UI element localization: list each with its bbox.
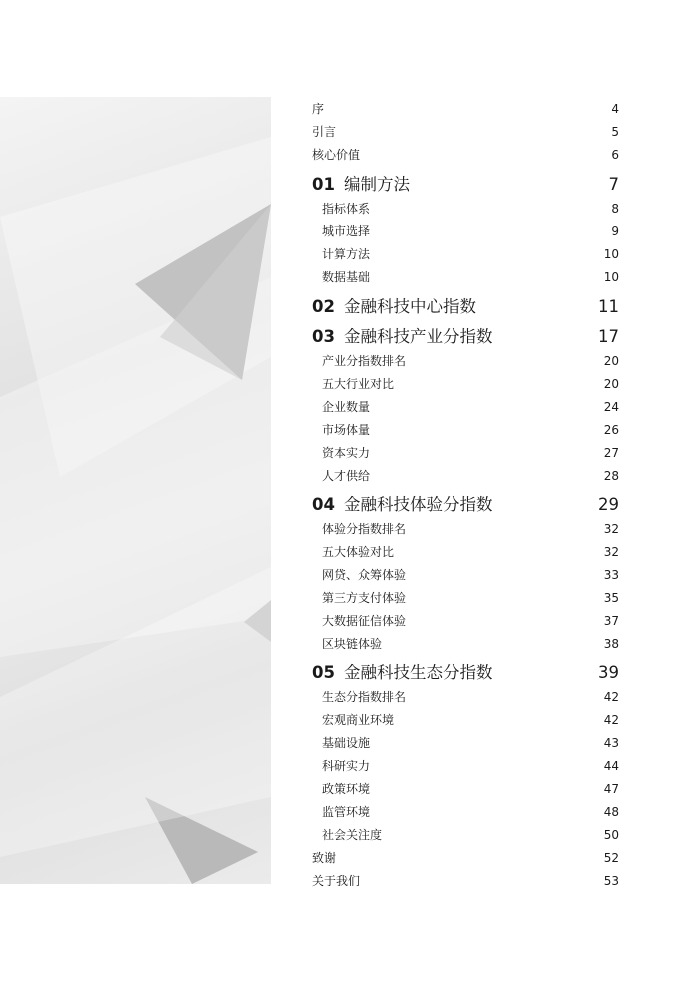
subentry-title: 指标体系: [322, 202, 371, 216]
subentry-page: 10: [603, 247, 619, 261]
toc-entry-page: 4: [611, 102, 619, 116]
subentry-page: 28: [603, 469, 619, 483]
subentry-page: 26: [603, 423, 619, 437]
toc-entry[interactable]: [312, 123, 619, 140]
toc-entry-title: 致谢: [312, 851, 337, 865]
subentry-title: 生态分指数排名: [322, 690, 407, 704]
subentry-title: 人才供给: [322, 469, 371, 483]
chapter-page: 17: [598, 327, 619, 346]
subentry-page: 48: [603, 805, 619, 819]
subentry-title: 数据基础: [322, 270, 371, 284]
toc-subentry[interactable]: [322, 467, 619, 484]
chapter-title: 金融科技生态分指数: [343, 663, 493, 682]
chapter-page: 7: [608, 175, 619, 194]
subentry-title: 资本实力: [322, 446, 371, 460]
toc-subentry[interactable]: [322, 589, 619, 606]
subentry-page: 35: [603, 591, 619, 605]
subentry-title: 社会关注度: [322, 828, 383, 842]
subentry-title: 第三方支付体验: [322, 591, 407, 605]
subentry-title: 五大行业对比: [322, 377, 395, 391]
subentry-title: 五大体验对比: [322, 545, 395, 559]
subentry-page: 44: [603, 759, 619, 773]
subentry-title: 城市选择: [322, 224, 371, 238]
subentry-page: 38: [603, 637, 619, 651]
subentry-page: 43: [603, 736, 619, 750]
toc-subentry[interactable]: [322, 711, 619, 728]
subentry-page: 32: [603, 545, 619, 559]
toc-chapter[interactable]: [312, 491, 619, 515]
subentry-page: 47: [603, 782, 619, 796]
toc-subentry[interactable]: [322, 352, 619, 369]
toc-subentry[interactable]: [322, 375, 619, 392]
subentry-title: 体验分指数排名: [322, 522, 407, 536]
toc-entry-title: 核心价值: [312, 148, 361, 162]
subentry-page: 42: [603, 690, 619, 704]
chapter-number: 01: [312, 175, 335, 194]
toc-subentry[interactable]: [322, 421, 619, 438]
subentry-page: 20: [603, 377, 619, 391]
toc-subentry[interactable]: [322, 757, 619, 774]
subentry-page: 9: [611, 224, 619, 238]
subentry-page: 50: [603, 828, 619, 842]
toc-subentry[interactable]: [322, 635, 619, 652]
toc-entry-title: 关于我们: [312, 874, 361, 888]
toc-subentry[interactable]: [322, 398, 619, 415]
chapter-title: 金融科技体验分指数: [343, 495, 493, 514]
chapter-number: 05: [312, 663, 335, 682]
subentry-title: 计算方法: [322, 247, 371, 261]
subentry-page: 27: [603, 446, 619, 460]
toc-entry[interactable]: [312, 146, 619, 163]
subentry-title: 网贷、众筹体验: [322, 568, 407, 582]
toc-subentry[interactable]: [322, 688, 619, 705]
toc-chapter[interactable]: [312, 171, 619, 195]
toc-entry-page: 52: [603, 851, 619, 865]
chapter-page: 29: [598, 495, 619, 514]
subentry-page: 8: [611, 202, 619, 216]
subentry-page: 24: [603, 400, 619, 414]
toc-subentry[interactable]: [322, 826, 619, 843]
subentry-page: 10: [603, 270, 619, 284]
subentry-title: 监管环境: [322, 805, 371, 819]
subentry-title: 科研实力: [322, 759, 371, 773]
toc-entry-title: 序: [312, 102, 325, 116]
toc-subentry[interactable]: [322, 566, 619, 583]
toc-chapter[interactable]: [312, 293, 619, 317]
chapter-page: 39: [598, 663, 619, 682]
toc-entry-page: 5: [611, 125, 619, 139]
subentry-title: 产业分指数排名: [322, 354, 407, 368]
chapter-title: 编制方法: [343, 175, 410, 194]
subentry-page: 37: [603, 614, 619, 628]
toc-subentry[interactable]: [322, 612, 619, 629]
toc-entry-page: 6: [611, 148, 619, 162]
subentry-title: 政策环境: [322, 782, 371, 796]
toc-subentry[interactable]: [322, 803, 619, 820]
toc-subentry[interactable]: [322, 222, 619, 239]
toc-subentry[interactable]: [322, 444, 619, 461]
chapter-title: 金融科技产业分指数: [343, 327, 493, 346]
toc-subentry[interactable]: [322, 245, 619, 262]
subentry-title: 市场体量: [322, 423, 371, 437]
toc-subentry[interactable]: [322, 520, 619, 537]
toc-chapter[interactable]: [312, 323, 619, 347]
chapter-number: 03: [312, 327, 335, 346]
subentry-title: 大数据征信体验: [322, 614, 407, 628]
subentry-page: 33: [603, 568, 619, 582]
subentry-title: 基础设施: [322, 736, 371, 750]
toc-entry-page: 53: [603, 874, 619, 888]
toc-entry[interactable]: [312, 849, 619, 866]
toc-entry[interactable]: [312, 100, 619, 117]
toc-entry-title: 引言: [312, 125, 337, 139]
chapter-number: 02: [312, 297, 335, 316]
subentry-page: 42: [603, 713, 619, 727]
chapter-page: 11: [598, 297, 619, 316]
toc-entry[interactable]: [312, 872, 619, 889]
toc-chapter[interactable]: [312, 659, 619, 683]
chapter-number: 04: [312, 495, 335, 514]
subentry-title: 企业数量: [322, 400, 371, 414]
toc-subentry[interactable]: [322, 734, 619, 751]
subentry-page: 32: [603, 522, 619, 536]
toc-subentry[interactable]: [322, 200, 619, 217]
subentry-title: 区块链体验: [322, 637, 383, 651]
toc-subentry[interactable]: [322, 780, 619, 797]
subentry-title: 宏观商业环境: [322, 713, 395, 727]
toc-subentry[interactable]: [322, 543, 619, 560]
toc-subentry[interactable]: [322, 268, 619, 285]
chapter-title: 金融科技中心指数: [343, 297, 476, 316]
subentry-page: 20: [603, 354, 619, 368]
